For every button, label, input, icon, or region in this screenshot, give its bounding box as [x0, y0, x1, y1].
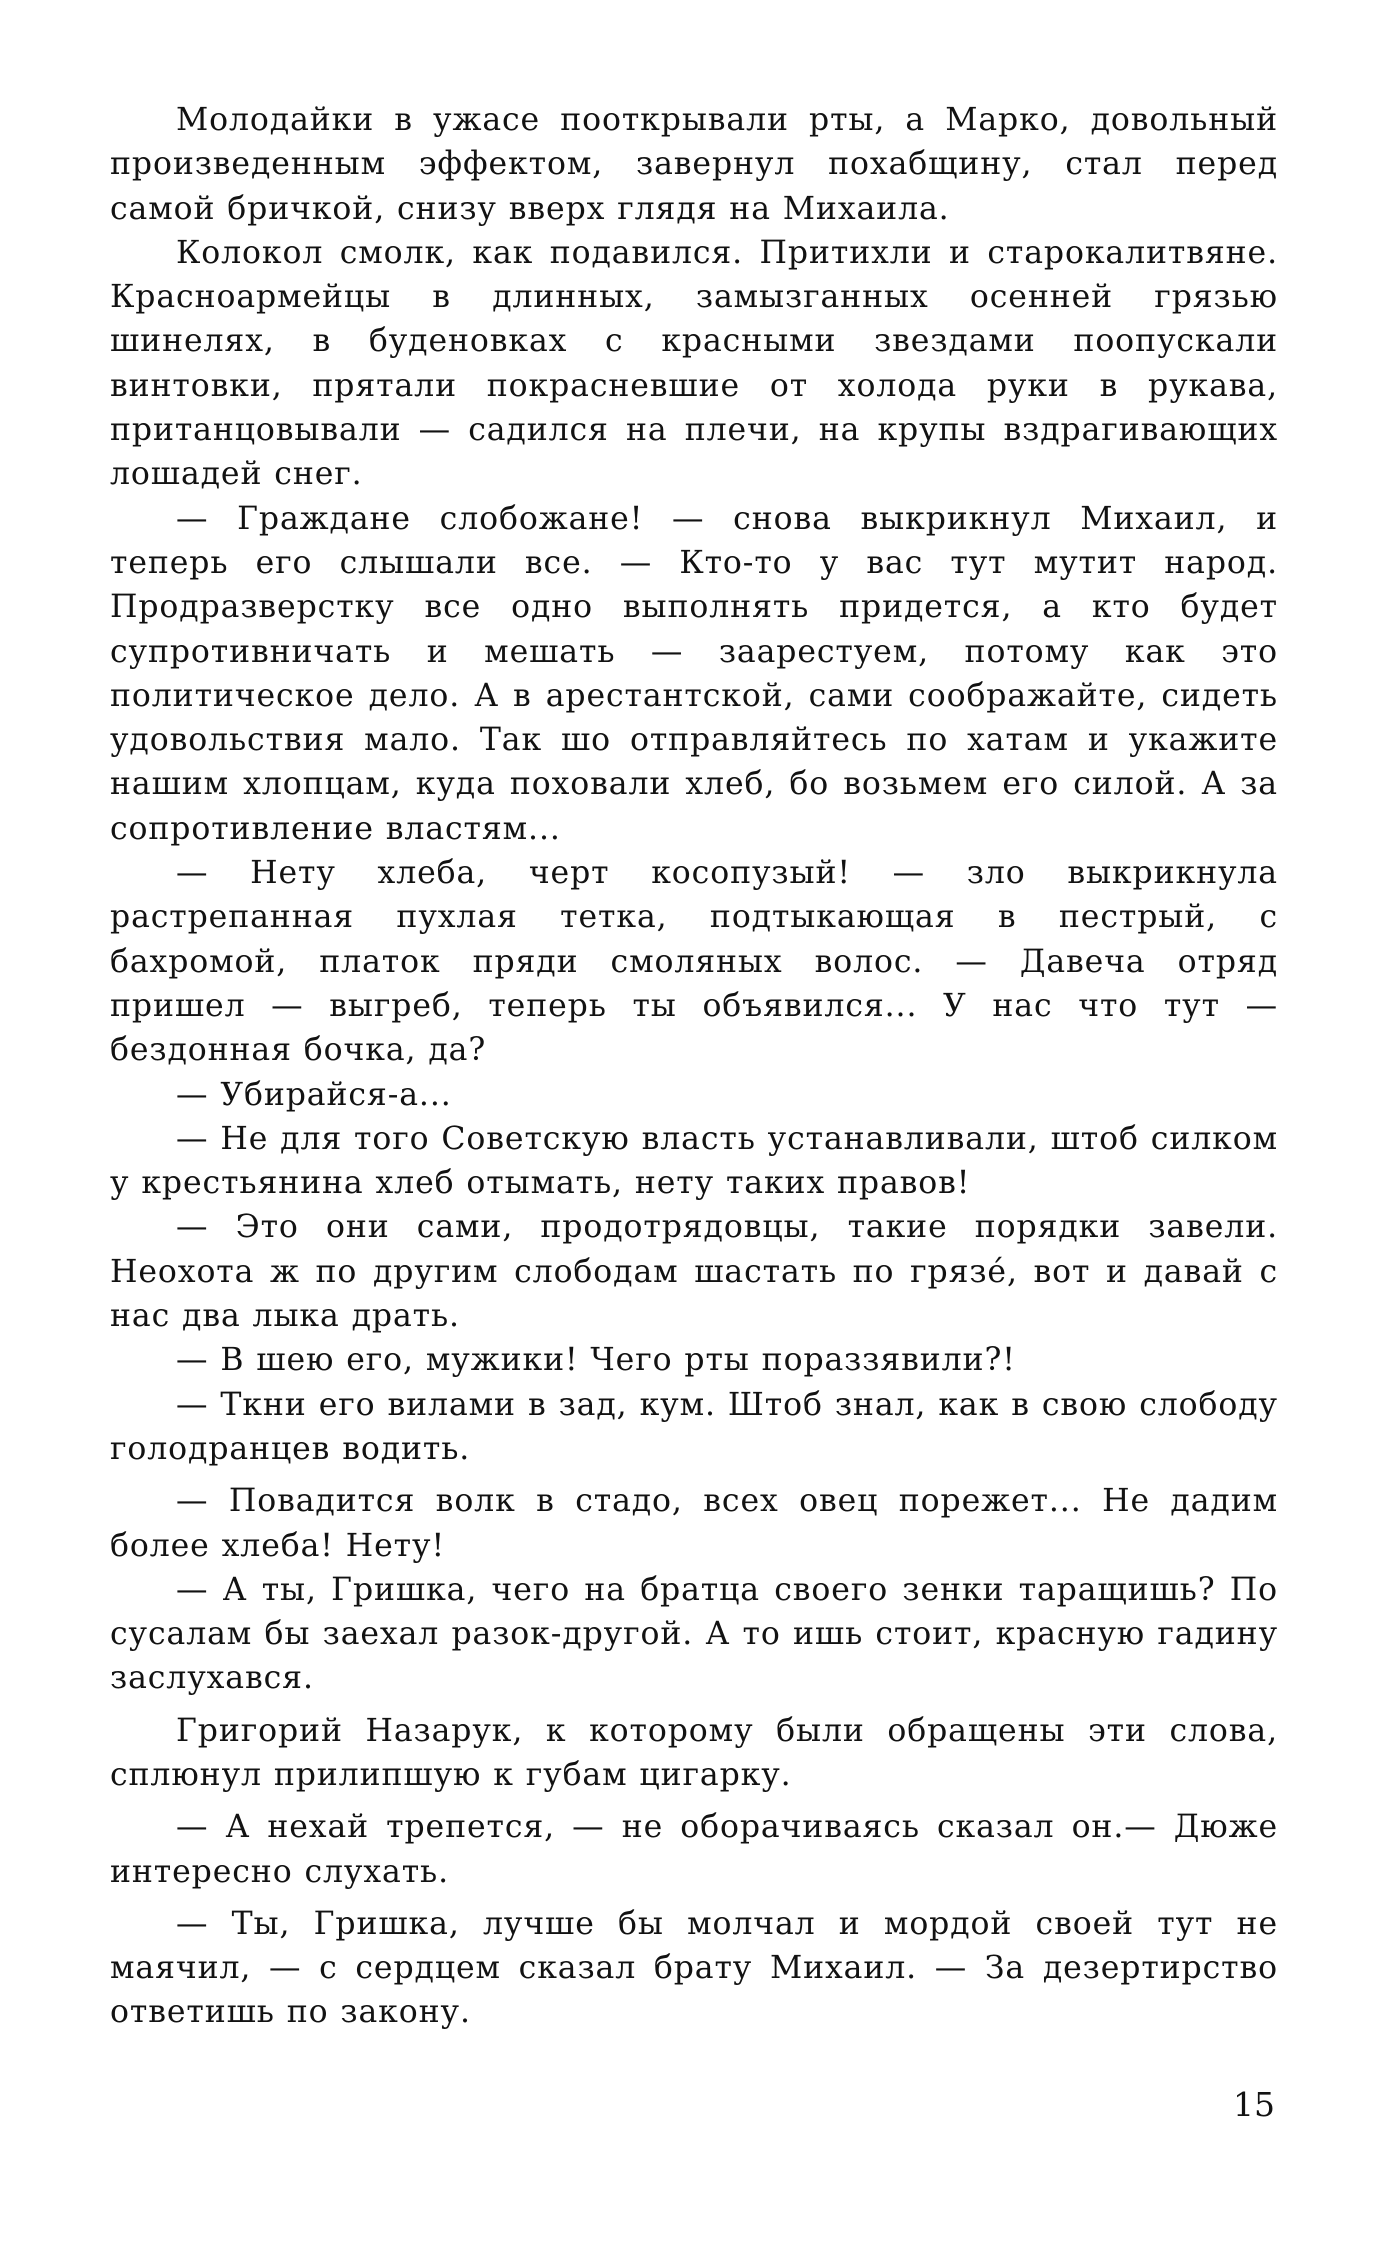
paragraph-2: Колокол смолк, как подавился. Притихли и старокалитвяне. Красноармейцы в длинных, замызганных осенней грязью шинелях, в буденовках с красными звездами поопускали винтовки, прятали покрасневшие от холода руки в рукава, пританцовывали — садился на плечи, на крупы вздрагивающих лошадей снег.	[110, 234, 1278, 493]
paragraph-13: — А нехай трепется, — не оборачиваясь сказал он.— Дюже интересно слухать.	[110, 1809, 1278, 1890]
paragraph-3: — Граждане слобожане! — снова выкрикнул Михаил, и теперь его слышали все. — Кто-то у вас тут мутит народ. Продразверстку все одно выполнять придется, а кто будет супротивничать и мешать — заарестуем, потому как это политическое дело. А в арестантской, сами соображайте, сидеть удовольствия мало. Так шо отправляйтесь по хатам и укажите нашим хлопцам, куда поховали хлеб, бо возьмем его силой. А за сопротивление властям...	[110, 500, 1278, 847]
paragraph-10: — Повадится волк в стадо, всех овец порежет... Не дадим более хлеба! Нету!	[110, 1483, 1278, 1564]
book-page-text	[110, 98, 1278, 2035]
paragraph-11: — А ты, Гришка, чего на братца своего зенки таращишь? По сусалам бы заехал разок-другой. А то ишь стоит, красную гадину заслухався.	[110, 1571, 1278, 1697]
paragraph-1: Молодайки в ужасе пооткрывали рты, а Марко, довольный произведенным эффектом, завернул похабщину, стал перед самой бричкой, снизу вверх глядя на Михаила.	[110, 102, 1278, 227]
paragraph-5: — Убирайся-а...	[176, 1076, 452, 1113]
page-number: 15	[1233, 2085, 1275, 2124]
paragraph-14: — Ты, Гришка, лучше бы молчал и мордой своей тут не маячил, — с сердцем сказал брату Михаил. — За дезертирство ответишь по закону.	[110, 1905, 1278, 2031]
paragraph-6: — Не для того Советскую власть устанавливали, штоб силком у крестьянина хлеб отымать, нету таких правов!	[110, 1120, 1278, 1202]
paragraph-9: — Ткни его вилами в зад, кум. Штоб знал, как в свою слободу голодранцев водить.	[110, 1386, 1278, 1467]
paragraph-8: — В шею его, мужики! Чего рты пораззявили?!	[176, 1342, 1016, 1379]
paragraph-7: — Это они сами, продотрядовцы, такие порядки завели. Неохота ж по другим слободам шастать по грязе́, вот и давай с нас два лыка драть.	[110, 1209, 1278, 1335]
paragraph-4: — Нету хлеба, черт косопузый! — зло выкрикнула растрепанная пухлая тетка, подтыкающая в пестрый, с бахромой, платок пряди смоляных волос. — Давеча отряд пришел — выгреб, теперь ты объявился... У нас что тут — бездонная бочка, да?	[110, 855, 1278, 1069]
paragraph-12: Григорий Назарук, к которому были обращены эти слова, сплюнул прилипшую к губам цигарку.	[110, 1712, 1278, 1793]
